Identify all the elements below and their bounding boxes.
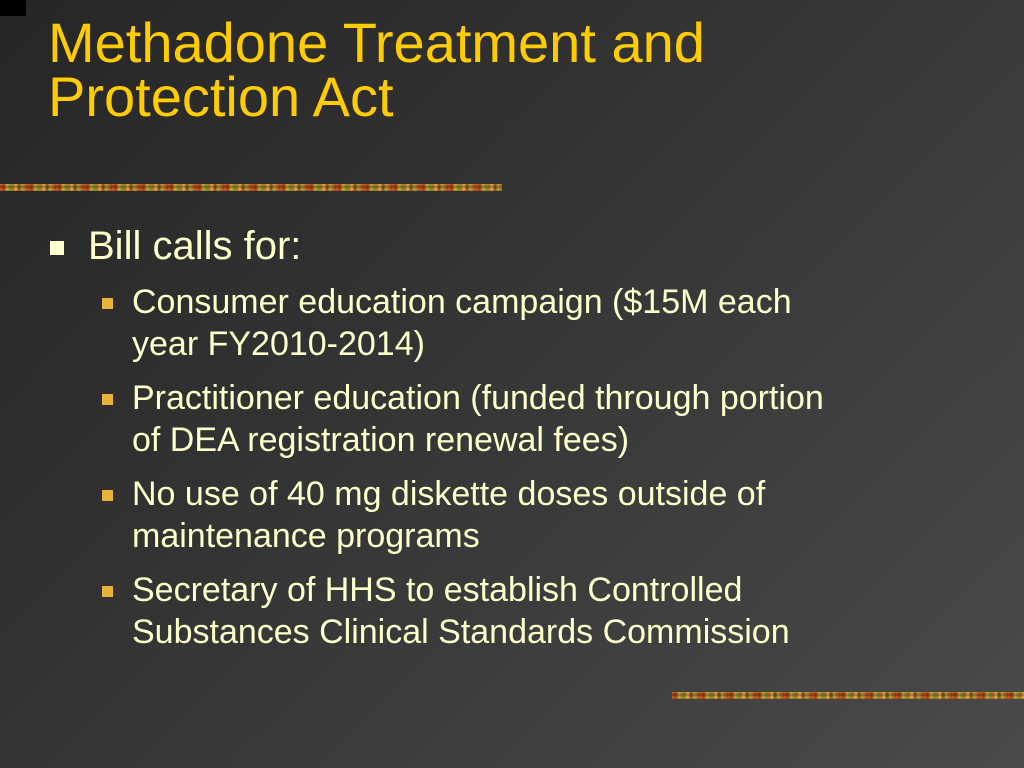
small-square-bullet-icon	[102, 298, 113, 309]
sub-bullet-text-line-1: Consumer education campaign ($15M each	[132, 283, 792, 321]
small-square-bullet-icon	[102, 490, 113, 501]
sub-bullet-item	[132, 569, 962, 653]
small-square-bullet-icon	[102, 586, 113, 597]
decorative-divider-top	[0, 184, 502, 191]
sub-bullet-text-line-1: Secretary of HHS to establish Controlled	[132, 571, 743, 609]
slide-title	[48, 11, 948, 128]
main-bullet-text: Bill calls for:	[88, 224, 302, 268]
sub-bullet-text-line-2: year FY2010-2014)	[132, 325, 425, 363]
sub-bullet-text-line-2: maintenance programs	[132, 517, 480, 555]
sub-bullet-list	[48, 281, 978, 653]
sub-bullet-item	[132, 281, 962, 365]
square-bullet-icon	[50, 241, 64, 255]
slide-title-line-2: Protection Act	[48, 65, 394, 128]
small-square-bullet-icon	[102, 394, 113, 405]
main-bullet	[48, 222, 978, 270]
sub-bullet-text-line-1: Practitioner education (funded through portion	[132, 379, 824, 417]
sub-bullet-item	[132, 377, 962, 461]
slide-body	[48, 222, 978, 665]
corner-mark	[0, 0, 26, 16]
sub-bullet-text-line-1: No use of 40 mg diskette doses outside of	[132, 475, 766, 513]
sub-bullet-text-line-2: Substances Clinical Standards Commission	[132, 613, 790, 651]
slide-title-line-1: Methadone Treatment and	[48, 11, 705, 74]
sub-bullet-item	[132, 473, 962, 557]
sub-bullet-text-line-2: of DEA registration renewal fees)	[132, 421, 630, 459]
decorative-divider-bottom	[672, 692, 1024, 699]
